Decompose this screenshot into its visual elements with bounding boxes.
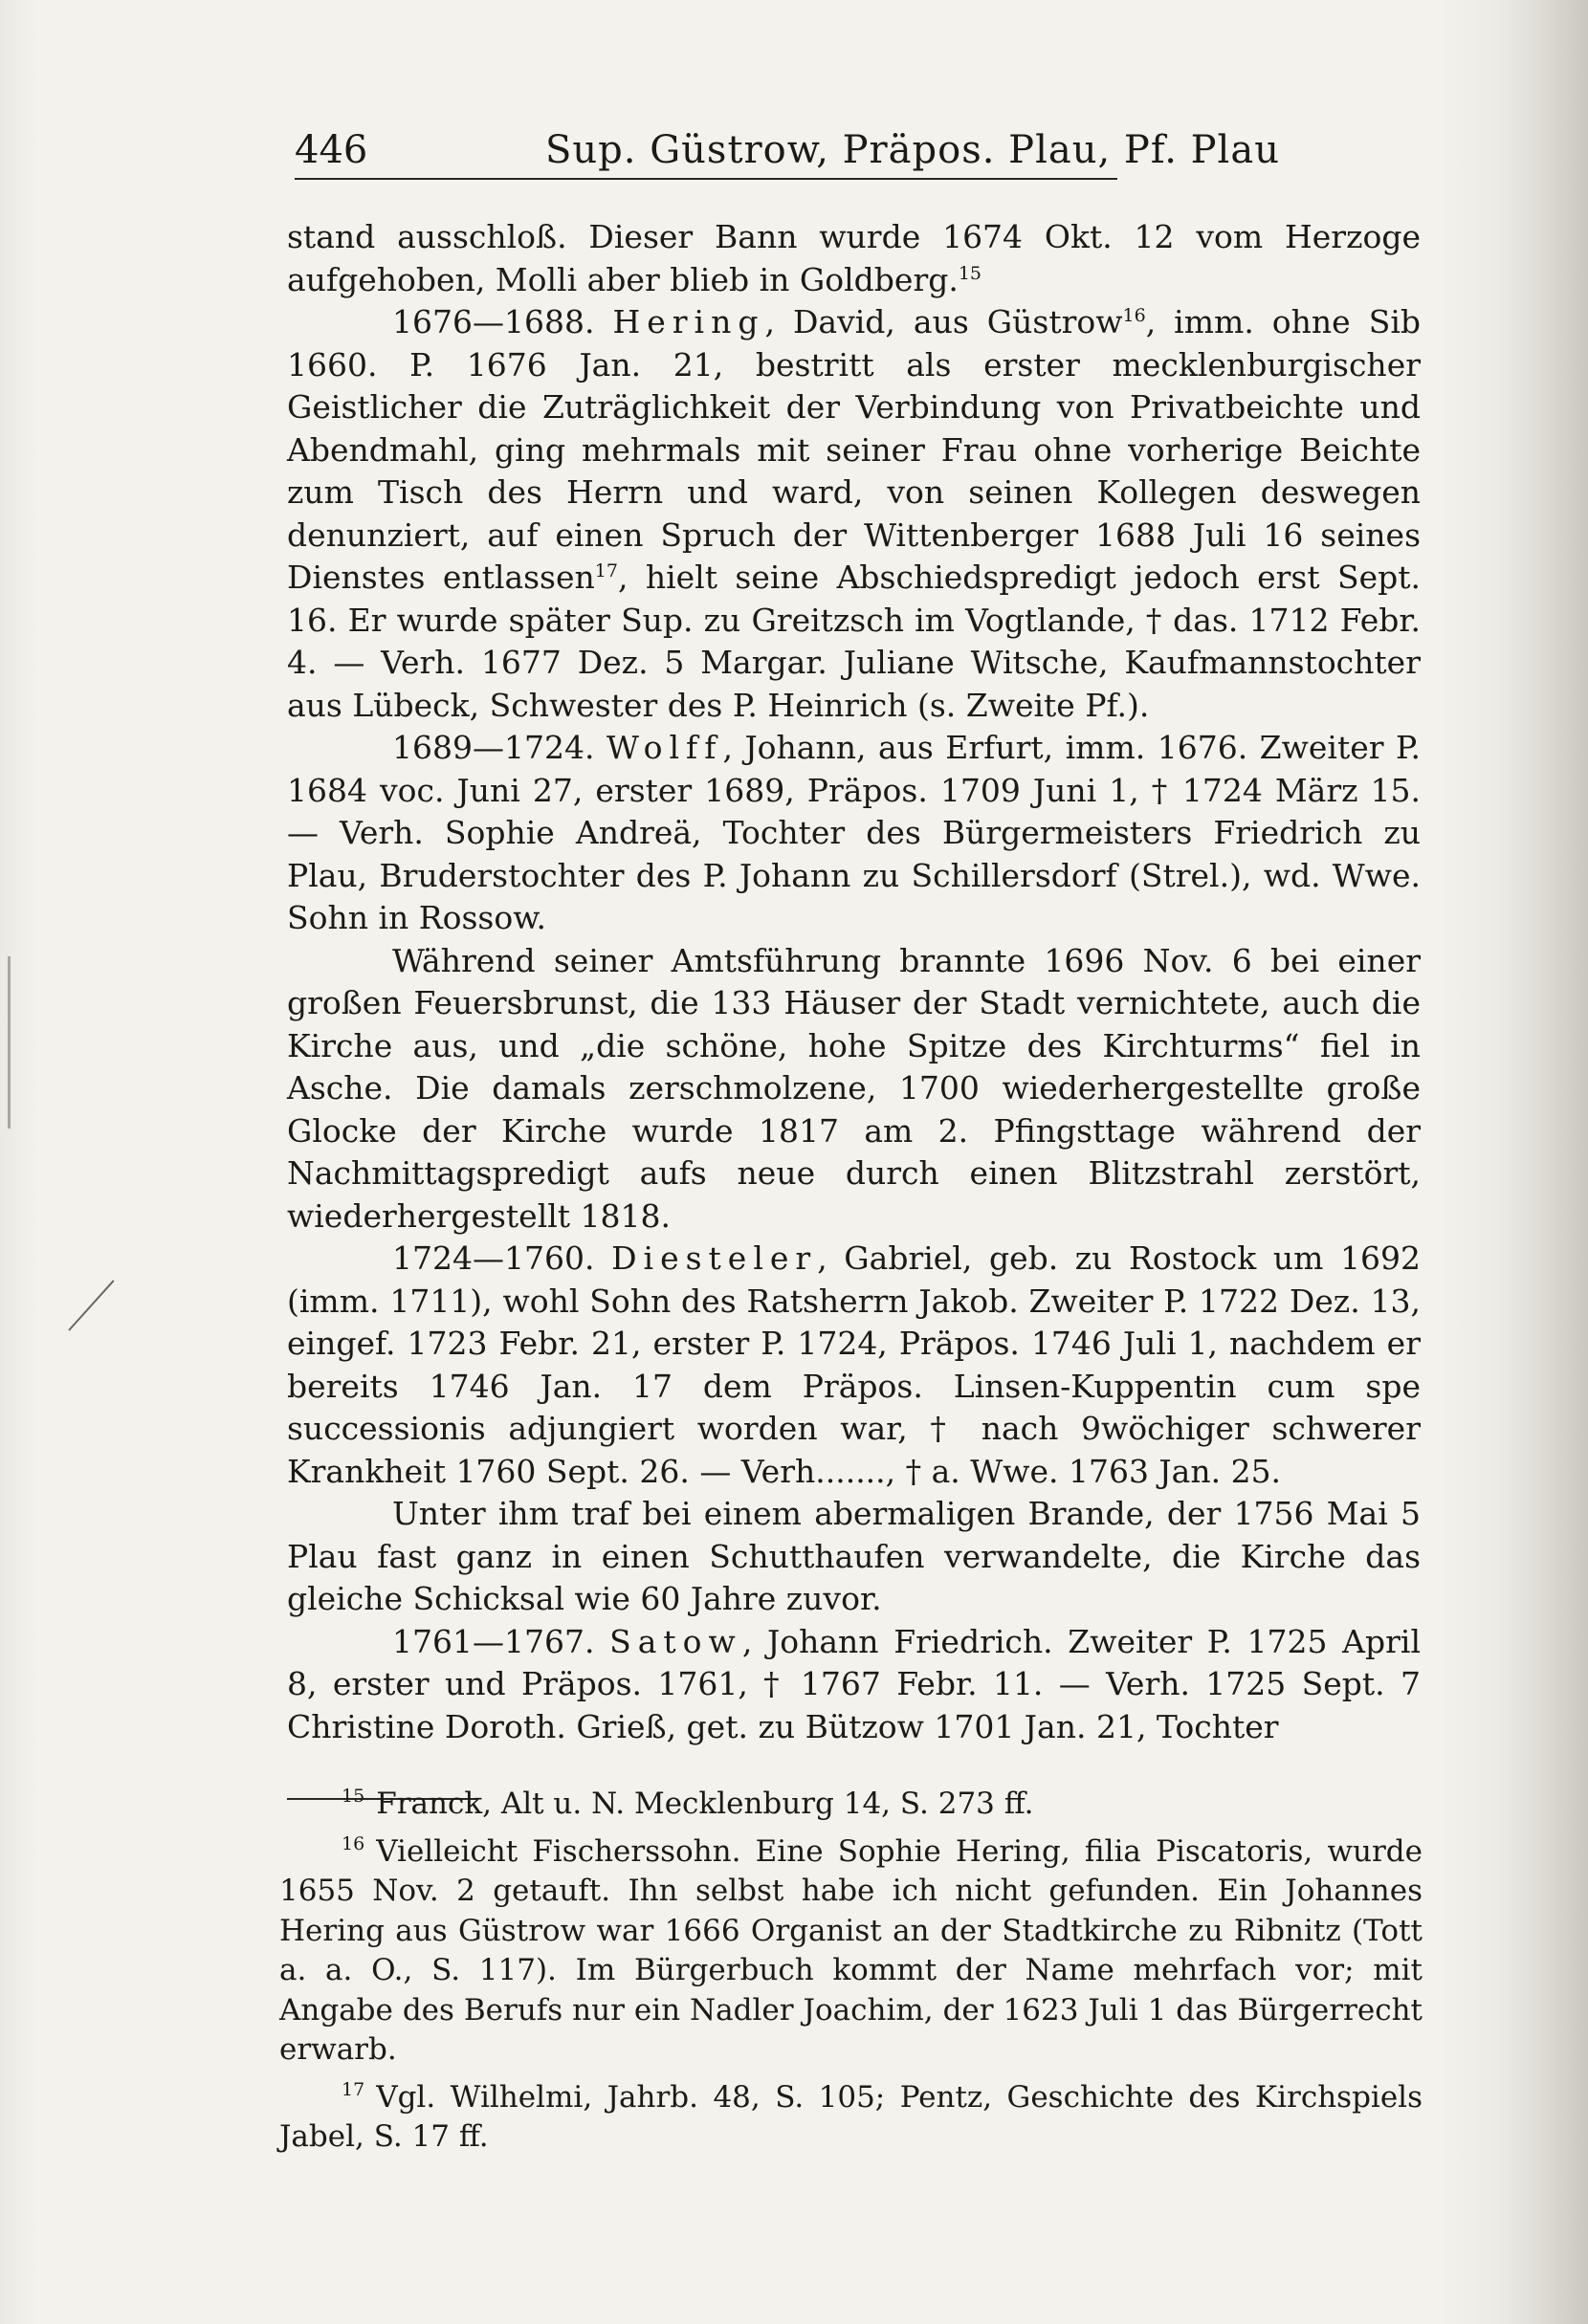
text-segment: 1724—1760. — [392, 1239, 612, 1277]
footnote-text: Vgl. Wilhelmi, Jahrb. 48, S. 105; Pentz, Geschichte des Kirchspiels Jabel, S. 17 ff. — [279, 2079, 1423, 2154]
text-segment: stand ausschloß. Dieser Bann wurde 1674 Okt. 12 vom Herzoge aufgehoben, Molli aber blieb in Goldberg. — [287, 218, 1421, 298]
text-segment: , Johann Friedrich. Zweiter P. 1725 April 8, erster und Präpos. 1761, † 1767 Febr. 11. — Verh. 1725 Sept. 7 Christine Doroth. Grieß, get. zu Bützow 1701 Jan. 21, Tochter — [287, 1622, 1421, 1745]
main-text — [287, 216, 1421, 1748]
entry-name: Wolff — [606, 729, 723, 766]
margin-scratch — [68, 1280, 114, 1330]
paragraph — [287, 1493, 1421, 1621]
text-segment: , hielt seine Abschiedspredigt jedoch erst Sept. 16. Er wurde später Sup. zu Greitzsch im Vogtlande, † das. 1712 Febr. 4. — Verh. 1677 Dez. 5 Margar. Juliane Witsche, Kaufmannstochter aus Lübeck, Schwester des P. Heinrich (s. Zweite Pf.). — [287, 559, 1421, 724]
text-segment: , imm. ohne Sib 1660. P. 1676 Jan. 21, bestritt als erster mecklenburgischer Geistlicher die Zuträglichkeit der Verbindung von Privatbeichte und Abendmahl, ging mehrmals mit seiner Frau ohne vorherige Beichte zum Tisch des Herrn und ward, von seinen Kollegen deswegen denunziert, auf einen Spruch der Wittenberger 1688 Juli 16 seines Dienstes entlassen — [287, 303, 1422, 596]
header-rule — [295, 178, 1117, 180]
entry-name: Satow — [609, 1622, 742, 1660]
entry-name: Hering — [612, 303, 765, 340]
footnote-text: Franck, Alt u. N. Mecklenburg 14, S. 273 ff. — [376, 1787, 1034, 1821]
footnote-text: Vielleicht Fischerssohn. Eine Sophie Hering, filia Piscatoris, wurde 1655 Nov. 2 getauft. Ihn selbst habe ich nicht gefunden. Ein Johannes Hering aus Güstrow war 1666 Organist an der Stadtkirche zu Ribnitz (Tott a. a. O., S. 117). Im Bürgerbuch kommt der Name mehrfach vor; mit Angabe des Berufs nur ein Nadler Joachim, der 1623 Juli 1 das Bürgerrecht erwarb. — [279, 1833, 1423, 2067]
text-segment: Unter ihm traf bei einem abermaligen Brande, der 1756 Mai 5 Plau fast ganz in einen Schutthaufen verwandelte, die Kirche das gleiche Schicksal wie 60 Jahre zuvor. — [287, 1495, 1421, 1617]
text-segment: , Johann, aus Erfurt, imm. 1676. Zweiter P. 1684 voc. Juni 27, erster 1689, Präpos. 1709 Juni 1, † 1724 März 15. — Verh. Sophie Andreä, Tochter des Bürgermeisters Friedrich zu Plau, Bruderstochter des P. Johann zu Schillersdorf (Strel.), wd. Wwe. Sohn in Rossow. — [287, 729, 1421, 936]
footnote-number: 16 — [342, 1832, 365, 1854]
text-segment: Während seiner Amtsführung brannte 1696 Nov. 6 bei einer großen Feuersbrunst, die 133 Häuser der Stadt vernichtete, auch die Kirche aus, und „die schöne, hohe Spitze des Kirchturms“ fiel in Asche. Die damals zerschmolzene, 1700 wiederhergestellte große Glocke der Kirche wurde 1817 am 2. Pfingsttage während der Nachmittagspredigt aufs neue durch einen Blitzstrahl zerstört, wiederhergestellt 1818. — [287, 941, 1421, 1235]
footnote — [279, 1777, 1423, 1825]
page-number: 446 — [295, 128, 368, 172]
text-segment: , Gabriel, geb. zu Rostock um 1692 (imm. 1711), wohl Sohn des Ratsherrn Jakob. Zweiter P. 1722 Dez. 13, eingef. 1723 Febr. 21, erster P. 1724, Präpos. 1746 Juli 1, nachdem er bereits 1746 Jan. 17 dem Präpos. Linsen-Kuppentin cum spe successionis adjungiert worden war, † nach 9wöchiger schwerer Krankheit 1760 Sept. 26. — Verh......., † a. Wwe. 1763 Jan. 25. — [287, 1239, 1422, 1490]
paragraph — [287, 1621, 1421, 1749]
paragraph — [287, 301, 1421, 727]
paragraph — [287, 940, 1421, 1239]
footnote-reference: 17 — [594, 560, 618, 581]
footnote-number: 15 — [342, 1786, 365, 1807]
paragraph — [287, 216, 1421, 301]
text-segment: , David, aus Güstrow — [764, 303, 1123, 340]
margin-mark — [8, 956, 11, 1129]
paragraph — [287, 727, 1421, 940]
footnote — [279, 2071, 1423, 2158]
text-segment: 1689—1724. — [392, 729, 607, 766]
page-edge-shadow — [1502, 0, 1588, 2324]
footnote-number: 17 — [342, 2078, 365, 2100]
running-head: Sup. Güstrow, Präpos. Plau, Pf. Plau — [545, 128, 1280, 172]
text-segment: 1761—1767. — [392, 1622, 610, 1660]
text-segment: 1676—1688. — [392, 303, 613, 340]
paragraph — [287, 1238, 1421, 1493]
footnote — [279, 1825, 1423, 2071]
footnote-reference: 16 — [1122, 305, 1146, 326]
footnotes — [279, 1777, 1423, 2158]
entry-name: Diesteler — [611, 1239, 818, 1277]
page-header — [295, 122, 1280, 180]
footnote-reference: 15 — [958, 262, 982, 284]
